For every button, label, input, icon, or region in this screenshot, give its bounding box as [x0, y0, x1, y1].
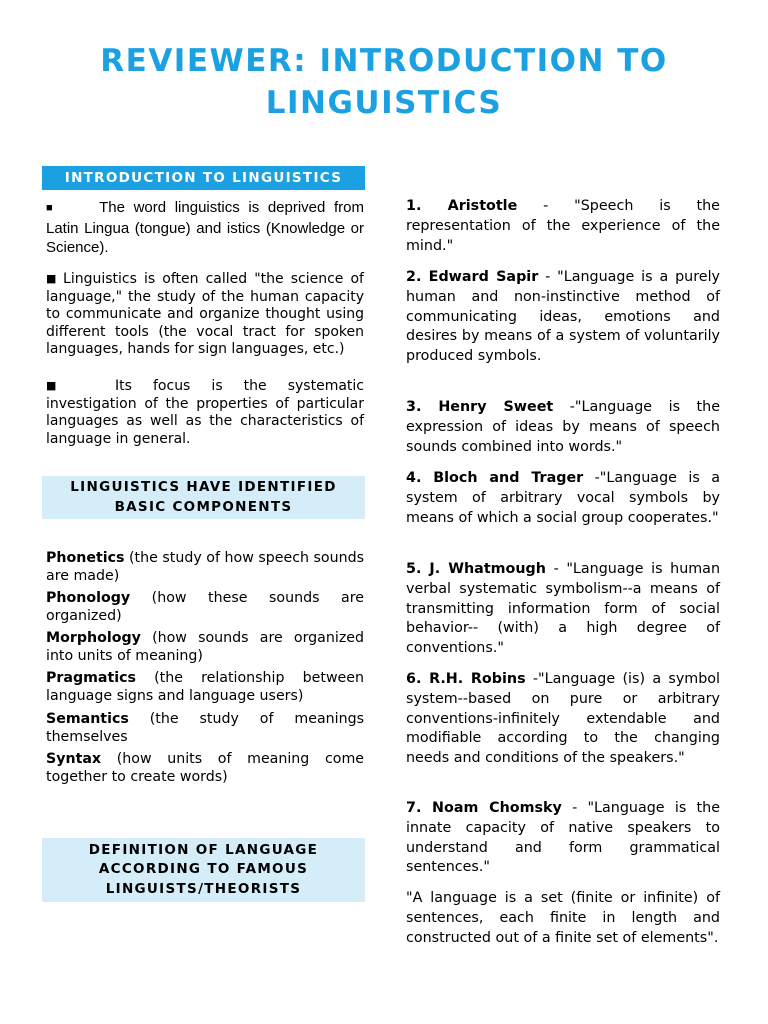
- component-item: [46, 670, 364, 705]
- page-title-line2: LINGUISTICS: [265, 85, 503, 121]
- square-bullet-icon: ■: [46, 202, 58, 214]
- component-term: Pragmatics: [46, 670, 136, 686]
- definition-item: [406, 469, 720, 528]
- definition-text: -"Language is a system of arbitrary vocal symbols by means of which a social group cooperates.": [406, 470, 720, 526]
- definition-item: [406, 670, 720, 769]
- section-header-intro: INTRODUCTION TO LINGUISTICS: [42, 166, 365, 190]
- definition-item: [406, 799, 720, 878]
- definition-text: -"Language is the expression of ideas by means of speech sounds combined into words.": [406, 399, 721, 455]
- definition-item: [406, 398, 720, 457]
- component-item: [46, 590, 364, 625]
- definition-text: - "Speech is the representation of the experience of the mind.": [406, 198, 720, 254]
- component-item: [46, 711, 364, 746]
- intro-paragraph-3-text: Its focus is the systematic investigation of the properties of particular languages as well as the characteristics of language in general.: [46, 378, 364, 447]
- component-item: [46, 751, 364, 786]
- section-header-components-line2: BASIC COMPONENTS: [114, 498, 293, 515]
- definition-text: -"Language (is) a symbol system--based on pure or arbitrary conventions-infinitely extendable and modifiable according to the changing needs and conditions of the speakers.": [406, 671, 721, 767]
- page-title: [0, 40, 768, 124]
- component-item: [46, 550, 364, 585]
- definition-text: - "Language is a purely human and non-instinctive method of communicating ideas, emotions and desires by means of a system of voluntarily produced symbols.: [406, 269, 721, 365]
- section-header-definitions-line2: ACCORDING TO FAMOUS: [98, 861, 309, 878]
- component-term: Morphology: [46, 630, 141, 646]
- section-header-definitions: [42, 838, 365, 902]
- component-desc: (how units of meaning come together to create words): [46, 751, 364, 785]
- linguist-name: 2. Edward Sapir: [406, 269, 539, 285]
- page-title-line1: REVIEWER: INTRODUCTION TO: [100, 43, 668, 79]
- intro-paragraph-3: [46, 377, 364, 448]
- component-term: Phonetics: [46, 550, 125, 566]
- definition-item: [406, 268, 720, 367]
- linguist-name: 5. J. Whatmough: [406, 561, 546, 577]
- component-term: Semantics: [46, 711, 129, 727]
- intro-paragraph-2-text: Linguistics is often called "the science of language," the study of the human capacity to communicate and organize thought using different tools (the vocal tract for spoken languages, hands for sign languages, etc.): [46, 271, 364, 357]
- intro-paragraph-1-text: The word linguistics is deprived from Latin Lingua (tongue) and istics (Knowledge or Science).: [46, 199, 364, 256]
- section-header-definitions-line3: LINGUISTS/THEORISTS: [105, 880, 302, 897]
- square-bullet-icon: ■: [46, 379, 74, 392]
- definition-item: [406, 560, 720, 659]
- linguist-name: 1. Aristotle: [406, 198, 518, 214]
- linguist-name: 4. Bloch and Trager: [406, 470, 584, 486]
- component-desc: (the study of how speech sounds are made): [46, 550, 364, 584]
- intro-paragraph-1: [46, 198, 364, 258]
- component-desc: (how these sounds are organized): [46, 590, 364, 624]
- component-desc: (how sounds are organized into units of meaning): [46, 630, 364, 664]
- definition-text: - "Language is human verbal systematic symbolism--a means of transmitting information form of social behavior-- (with) a high degree of conventions.": [406, 561, 721, 657]
- chomsky-extra-definition: "A language is a set (finite or infinite) of sentences, each finite in length and constructed out of a finite set of elements".: [406, 890, 720, 946]
- linguist-name: 6. R.H. Robins: [406, 671, 526, 687]
- linguist-name: 7. Noam Chomsky: [406, 800, 562, 816]
- component-term: Phonology: [46, 590, 131, 606]
- section-header-definitions-line1: DEFINITION OF LANGUAGE: [88, 841, 319, 858]
- section-header-components-line1: LINGUISTICS HAVE IDENTIFIED: [70, 479, 337, 495]
- component-term: Syntax: [46, 751, 102, 767]
- component-desc: (the study of meanings themselves: [46, 711, 364, 745]
- linguist-name: 3. Henry Sweet: [406, 399, 554, 415]
- square-bullet-icon: ■: [46, 272, 60, 285]
- section-header-components: [42, 476, 365, 519]
- definition-item: [406, 197, 720, 256]
- component-item: [46, 630, 364, 665]
- component-desc: (the relationship between language signs and language users): [46, 670, 364, 704]
- intro-paragraph-2: [46, 270, 364, 359]
- definition-text: - "Language is the innate capacity of native speakers to understand and form grammatical sentences.": [406, 800, 720, 876]
